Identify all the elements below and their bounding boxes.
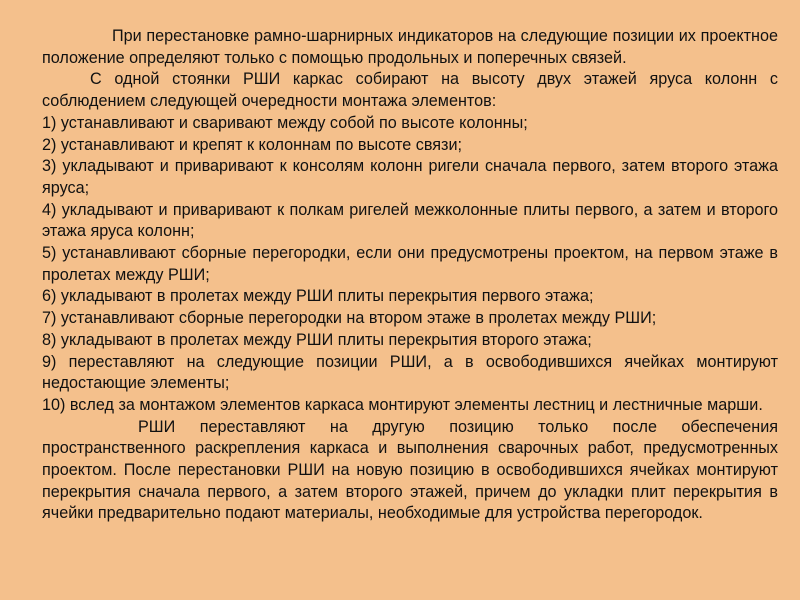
list-item-1: 1) устанавливают и сваривают между собой по высоте колонны; bbox=[42, 113, 528, 132]
list-item-4: 4) укладывают и приваривают к полкам ригелей межколонные плиты первого, а затем и второго этажа яруса колонн; bbox=[42, 200, 778, 241]
list-item-6: 6) укладывают в пролетах между РШИ плиты перекрытия первого этажа; bbox=[42, 287, 594, 306]
text-body bbox=[42, 26, 778, 525]
list-item-7: 7) устанавливают сборные перегородки на втором этаже в пролетах между РШИ; bbox=[42, 309, 657, 328]
intro-paragraph: При перестановке рамно-шарнирных индикаторов на следующие позиции их проектное положение определяют только с помощью продольных и поперечных связей. bbox=[42, 27, 778, 67]
list-item-8: 8) укладывают в пролетах между РШИ плиты перекрытия второго этажа; bbox=[42, 330, 592, 349]
list-item-3: 3) укладывают и приваривают к консолям колонн ригели сначала первого, затем второго этажа яруса; bbox=[42, 157, 778, 197]
list-item-5: 5) устанавливают сборные перегородки, если они предусмотрены проектом, на первом этаже в пролетах между РШИ; bbox=[42, 244, 778, 284]
list-item-9: 9) переставляют на следующие позиции РШИ, а в освободившихся ячейках монтируют недостающие элементы; bbox=[42, 352, 778, 393]
list-item-10: 10) вслед за монтажом элементов каркаса монтируют элементы лестниц и лестничные марши. bbox=[42, 395, 763, 414]
steps-list bbox=[42, 113, 778, 417]
sequence-paragraph: С одной стоянки РШИ каркас собирают на высоту двух этажей яруса колонн с соблюдением следующей очередности монтажа элементов: bbox=[42, 70, 778, 111]
closing-paragraph: РШИ переставляют на другую позицию только после обеспечения пространственного раскрепления каркаса и выполнения сварочных работ, предусмотренных проектом. После перестановки РШИ на новую позицию в освободившихся ячейках монтируют перекрытия сначала первого, а затем второго этажей, причем до укладки плит перекрытия в ячейки предварительно подают материалы, необходимые для устройства перегородок. bbox=[42, 417, 778, 523]
list-item-2: 2) устанавливают и крепят к колоннам по высоте связи; bbox=[42, 135, 462, 154]
